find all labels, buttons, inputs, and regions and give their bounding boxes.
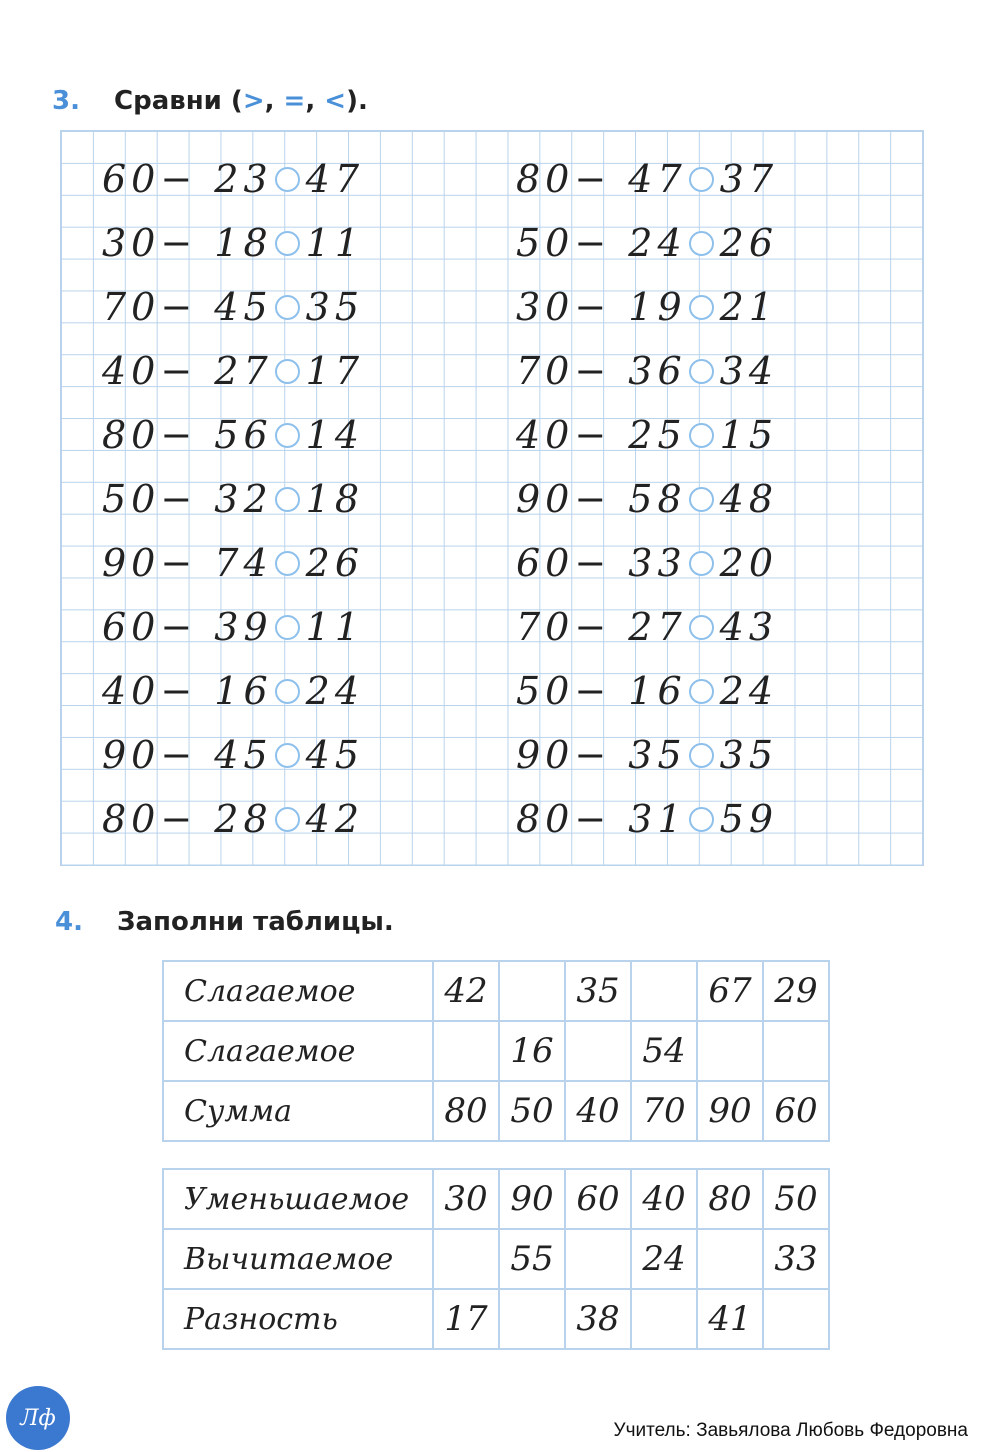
comparison-row: 50− 16 24 [516, 669, 778, 713]
comparison-row: 40− 16 24 [102, 669, 364, 713]
task-number: 4. [55, 907, 83, 937]
table-cell[interactable] [565, 1229, 631, 1289]
compare-circle-input[interactable] [689, 231, 714, 256]
comparison-row: 80− 28 42 [102, 797, 364, 841]
table-cell[interactable]: 67 [697, 961, 763, 1021]
table-cell[interactable]: 16 [499, 1021, 565, 1081]
table-cell[interactable] [499, 961, 565, 1021]
table-cell[interactable] [763, 1021, 829, 1081]
comparison-row: 90− 58 48 [516, 477, 778, 521]
row-label: Уменьшаемое [163, 1169, 433, 1229]
comparison-row: 60− 23 47 [102, 157, 364, 201]
task-3-header [52, 86, 368, 116]
table-row [163, 961, 829, 1021]
task-number: 3. [52, 86, 80, 116]
comparison-row: 70− 45 35 [102, 285, 364, 329]
table-cell[interactable]: 70 [631, 1081, 697, 1141]
compare-circle-input[interactable] [689, 615, 714, 640]
table-cell[interactable] [697, 1229, 763, 1289]
left-expression-column [102, 147, 364, 851]
compare-circle-input[interactable] [689, 167, 714, 192]
table-cell[interactable] [763, 1289, 829, 1349]
comparison-row: 80− 56 14 [102, 413, 364, 457]
compare-circle-input[interactable] [689, 743, 714, 768]
table-cell[interactable] [631, 961, 697, 1021]
table-cell[interactable] [433, 1229, 499, 1289]
compare-circle-input[interactable] [275, 359, 300, 384]
table-cell[interactable]: 90 [499, 1169, 565, 1229]
comparison-row: 70− 27 43 [516, 605, 778, 649]
comparison-row: 30− 18 11 [102, 221, 364, 265]
comparison-row: 40− 27 17 [102, 349, 364, 393]
right-expression-column [516, 147, 778, 851]
comparison-row: 90− 74 26 [102, 541, 364, 585]
table-row [163, 1021, 829, 1081]
table-cell[interactable] [631, 1289, 697, 1349]
comparison-row: 30− 19 21 [516, 285, 778, 329]
compare-circle-input[interactable] [689, 807, 714, 832]
comparison-row: 40− 25 15 [516, 413, 778, 457]
compare-circle-input[interactable] [275, 295, 300, 320]
row-label: Сумма [163, 1081, 433, 1141]
comparison-row: 80− 47 37 [516, 157, 778, 201]
table-cell[interactable] [565, 1021, 631, 1081]
table-cell[interactable]: 17 [433, 1289, 499, 1349]
task-title: Сравни (>, =, <). [114, 86, 368, 116]
table-cell[interactable]: 24 [631, 1229, 697, 1289]
comparison-row: 90− 35 35 [516, 733, 778, 777]
table-cell[interactable]: 55 [499, 1229, 565, 1289]
comparison-row: 80− 31 59 [516, 797, 778, 841]
table-cell[interactable]: 50 [763, 1169, 829, 1229]
table-cell[interactable]: 60 [565, 1169, 631, 1229]
table-cell[interactable]: 54 [631, 1021, 697, 1081]
compare-circle-input[interactable] [275, 807, 300, 832]
table-cell[interactable]: 41 [697, 1289, 763, 1349]
less-than-symbol: < [324, 86, 347, 116]
table-cell[interactable]: 40 [565, 1081, 631, 1141]
table-cell[interactable]: 30 [433, 1169, 499, 1229]
table-cell[interactable]: 80 [697, 1169, 763, 1229]
table-row [163, 1081, 829, 1141]
compare-circle-input[interactable] [275, 743, 300, 768]
compare-circle-input[interactable] [689, 423, 714, 448]
row-label: Слагаемое [163, 961, 433, 1021]
task-title: Заполни таблицы. [117, 907, 394, 937]
compare-circle-input[interactable] [275, 231, 300, 256]
comparison-row: 50− 32 18 [102, 477, 364, 521]
table-row [163, 1169, 829, 1229]
row-label: Слагаемое [163, 1021, 433, 1081]
comparison-row: 70− 36 34 [516, 349, 778, 393]
compare-circle-input[interactable] [275, 679, 300, 704]
teacher-credit: Учитель: Завьялова Любовь Федоровна [613, 1420, 968, 1441]
table-cell[interactable] [499, 1289, 565, 1349]
compare-circle-input[interactable] [689, 295, 714, 320]
compare-circle-input[interactable] [689, 487, 714, 512]
table-cell[interactable]: 40 [631, 1169, 697, 1229]
compare-circle-input[interactable] [275, 487, 300, 512]
row-label: Вычитаемое [163, 1229, 433, 1289]
table-cell[interactable]: 35 [565, 961, 631, 1021]
row-label: Разность [163, 1289, 433, 1349]
task-4-header [55, 907, 394, 937]
compare-circle-input[interactable] [275, 167, 300, 192]
publisher-logo-icon: Лф [6, 1386, 70, 1450]
equals-symbol: = [283, 86, 306, 116]
comparison-row: 60− 33 20 [516, 541, 778, 585]
comparison-row: 60− 39 11 [102, 605, 364, 649]
table-cell[interactable]: 50 [499, 1081, 565, 1141]
table-row [163, 1229, 829, 1289]
table-cell[interactable]: 80 [433, 1081, 499, 1141]
compare-circle-input[interactable] [689, 551, 714, 576]
compare-circle-input[interactable] [689, 679, 714, 704]
comparison-row: 50− 24 26 [516, 221, 778, 265]
comparison-row: 90− 45 45 [102, 733, 364, 777]
compare-circle-input[interactable] [689, 359, 714, 384]
table-cell[interactable]: 90 [697, 1081, 763, 1141]
addition-table [162, 960, 830, 1142]
table-cell[interactable]: 38 [565, 1289, 631, 1349]
compare-circle-input[interactable] [275, 423, 300, 448]
table-cell[interactable] [697, 1021, 763, 1081]
table-cell[interactable]: 60 [763, 1081, 829, 1141]
greater-than-symbol: > [242, 86, 265, 116]
table-cell[interactable]: 33 [763, 1229, 829, 1289]
table-cell[interactable] [433, 1021, 499, 1081]
compare-circle-input[interactable] [275, 551, 300, 576]
subtraction-table [162, 1168, 830, 1350]
table-cell[interactable]: 29 [763, 961, 829, 1021]
table-cell[interactable]: 42 [433, 961, 499, 1021]
table-row [163, 1289, 829, 1349]
compare-circle-input[interactable] [275, 615, 300, 640]
